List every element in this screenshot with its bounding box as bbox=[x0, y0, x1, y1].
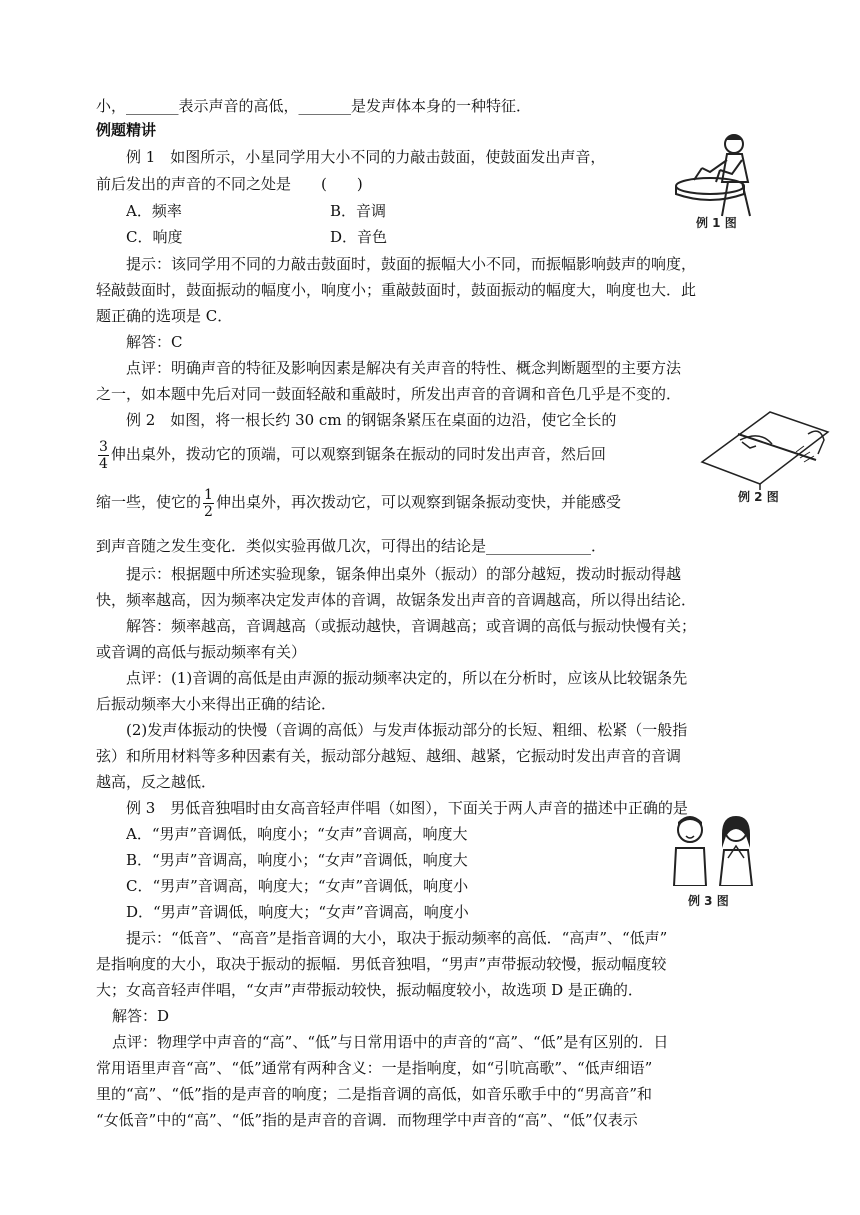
text-line: 里的“高”、“低”指的是声音的响度；二是指音调的高低，如音乐歌手中的“男高音”和 bbox=[96, 1085, 653, 1103]
answer-line: 解答：C bbox=[126, 333, 183, 351]
answer-line: 解答：频率越高，音调越高（或振动越快，音调越高；或音调的高低与振动快慢有关； bbox=[126, 617, 697, 635]
example-2-question: 例 2 如图，将一根长约 30 cm 的钢锯条紧压在桌面的边沿，使它全长的 bbox=[126, 411, 617, 429]
option-c: C．响度 bbox=[126, 228, 183, 246]
singers-figure bbox=[666, 814, 762, 886]
text-line: “女低音”中的“高”、“低”指的是声音的音调．而物理学中声音的“高”、“低”仅表示 bbox=[96, 1111, 638, 1129]
option-a: A．频率 bbox=[126, 202, 182, 220]
option-c: C．“男声”音调高，响度大；“女声”音调低，响度小 bbox=[126, 877, 469, 895]
fraction-one-half: $\frac{1}{2}$ bbox=[204, 486, 213, 520]
drummer-figure bbox=[672, 130, 764, 218]
comment-paragraph: 点评：明确声音的特征及影响因素是解决有关声音的特性、概念判断题型的主要方法 bbox=[126, 359, 682, 377]
answer-line: 解答：D bbox=[112, 1007, 170, 1025]
option-a: A．“男声”音调低，响度小；“女声”音调高，响度大 bbox=[126, 825, 468, 843]
text-line: (2)发声体振动的快慢（音调的高低）与发声体振动部分的长短、粗细、松紧（一般指 bbox=[126, 721, 688, 739]
text-line: 常用语里声音“高”、“低”通常有两种含义：一是指响度，如“引吭高歌”、“低声细语” bbox=[96, 1059, 653, 1077]
text-line: $\frac{3}{4}$ 伸出桌外，拨动它的顶端，可以观察到锯条在振动的同时发出声音，然后回 bbox=[99, 438, 606, 472]
section-heading: 例题精讲 bbox=[96, 121, 157, 139]
text-line: 题正确的选项是 C． bbox=[96, 307, 233, 325]
text-line: 前后发出的声音的不同之处是 ( ) bbox=[96, 175, 363, 193]
example-1-question: 例 1 如图所示，小星同学用大小不同的力敲击鼓面，使鼓面发出声音， bbox=[126, 148, 606, 166]
text-line: 到声音随之发生变化．类似实验再做几次，可得出的结论是______________． bbox=[96, 537, 607, 555]
text-line: 之一，如本题中先后对同一鼓面轻敲和重敲时，所发出声音的音调和音色几乎是不变的． bbox=[96, 385, 682, 403]
text-line: 轻敲鼓面时，鼓面振动的幅度小，响度小；重敲鼓面时，鼓面振动的幅度大，响度也大．此 bbox=[96, 281, 697, 299]
example-3-question: 例 3 男低音独唱时由女高音轻声伴唱（如图），下面关于两人声音的描述中正确的是 bbox=[126, 799, 688, 817]
fraction-three-quarters: $\frac{3}{4}$ bbox=[99, 438, 108, 472]
comment-paragraph: 点评：物理学中声音的“高”、“低”与日常用语中的声音的“高”、“低”是有区别的．日 bbox=[112, 1033, 669, 1051]
option-d: D．音色 bbox=[330, 228, 388, 246]
text-line: 是指响度的大小，取决于振动的振幅．男低音独唱，“男声”声带振动较慢，振动幅度较 bbox=[96, 955, 667, 973]
text-line: 后振动频率大小来得出正确的结论． bbox=[96, 695, 337, 713]
text-line: 弦）和所用材料等多种因素有关，振动部分越短、越细、越紧，它振动时发出声音的音调 bbox=[96, 747, 682, 765]
figure-3-caption: 例 3 图 bbox=[688, 894, 729, 908]
text-line: 缩一些，使它的 $\frac{1}{2}$ 伸出桌外，再次拨动它，可以观察到锯条振动变快，并能感受 bbox=[96, 486, 621, 520]
hint-paragraph: 提示：根据题中所述实验现象，锯条伸出桌外（振动）的部分越短，拨动时振动得越 bbox=[126, 565, 682, 583]
figure-2-caption: 例 2 图 bbox=[738, 490, 779, 504]
text-line: 或音调的高低与振动频率有关） bbox=[96, 643, 307, 661]
text-line: 大；女高音轻声伴唱，“女声”声带振动较快，振动幅度较小，故选项 D 是正确的． bbox=[96, 981, 643, 999]
saw-blade-figure bbox=[700, 404, 830, 490]
text-line: 快，频率越高，因为频率决定发声体的音调，故锯条发出声音的音调越高，所以得出结论． bbox=[96, 591, 697, 609]
figure-1-caption: 例 1 图 bbox=[696, 216, 737, 230]
option-d: D．“男声”音调低，响度大；“女声”音调高，响度小 bbox=[126, 903, 469, 921]
hint-paragraph: 提示：该同学用不同的力敲击鼓面时，鼓面的振幅大小不同，而振幅影响鼓声的响度， bbox=[126, 255, 697, 273]
text-line: 小，_______表示声音的高低，_______是发声体本身的一种特征． bbox=[96, 97, 532, 115]
option-b: B．“男声”音调高，响度小；“女声”音调低，响度大 bbox=[126, 851, 468, 869]
option-b: B．音调 bbox=[330, 202, 387, 220]
comment-paragraph: 点评：(1)音调的高低是由声源的振动频率决定的，所以在分析时，应该从比较锯条先 bbox=[126, 669, 688, 687]
hint-paragraph: 提示：“低音”、“高音”是指音调的大小，取决于振动频率的高低．“高声”、“低声” bbox=[126, 929, 668, 947]
text-line: 越高，反之越低． bbox=[96, 773, 217, 791]
